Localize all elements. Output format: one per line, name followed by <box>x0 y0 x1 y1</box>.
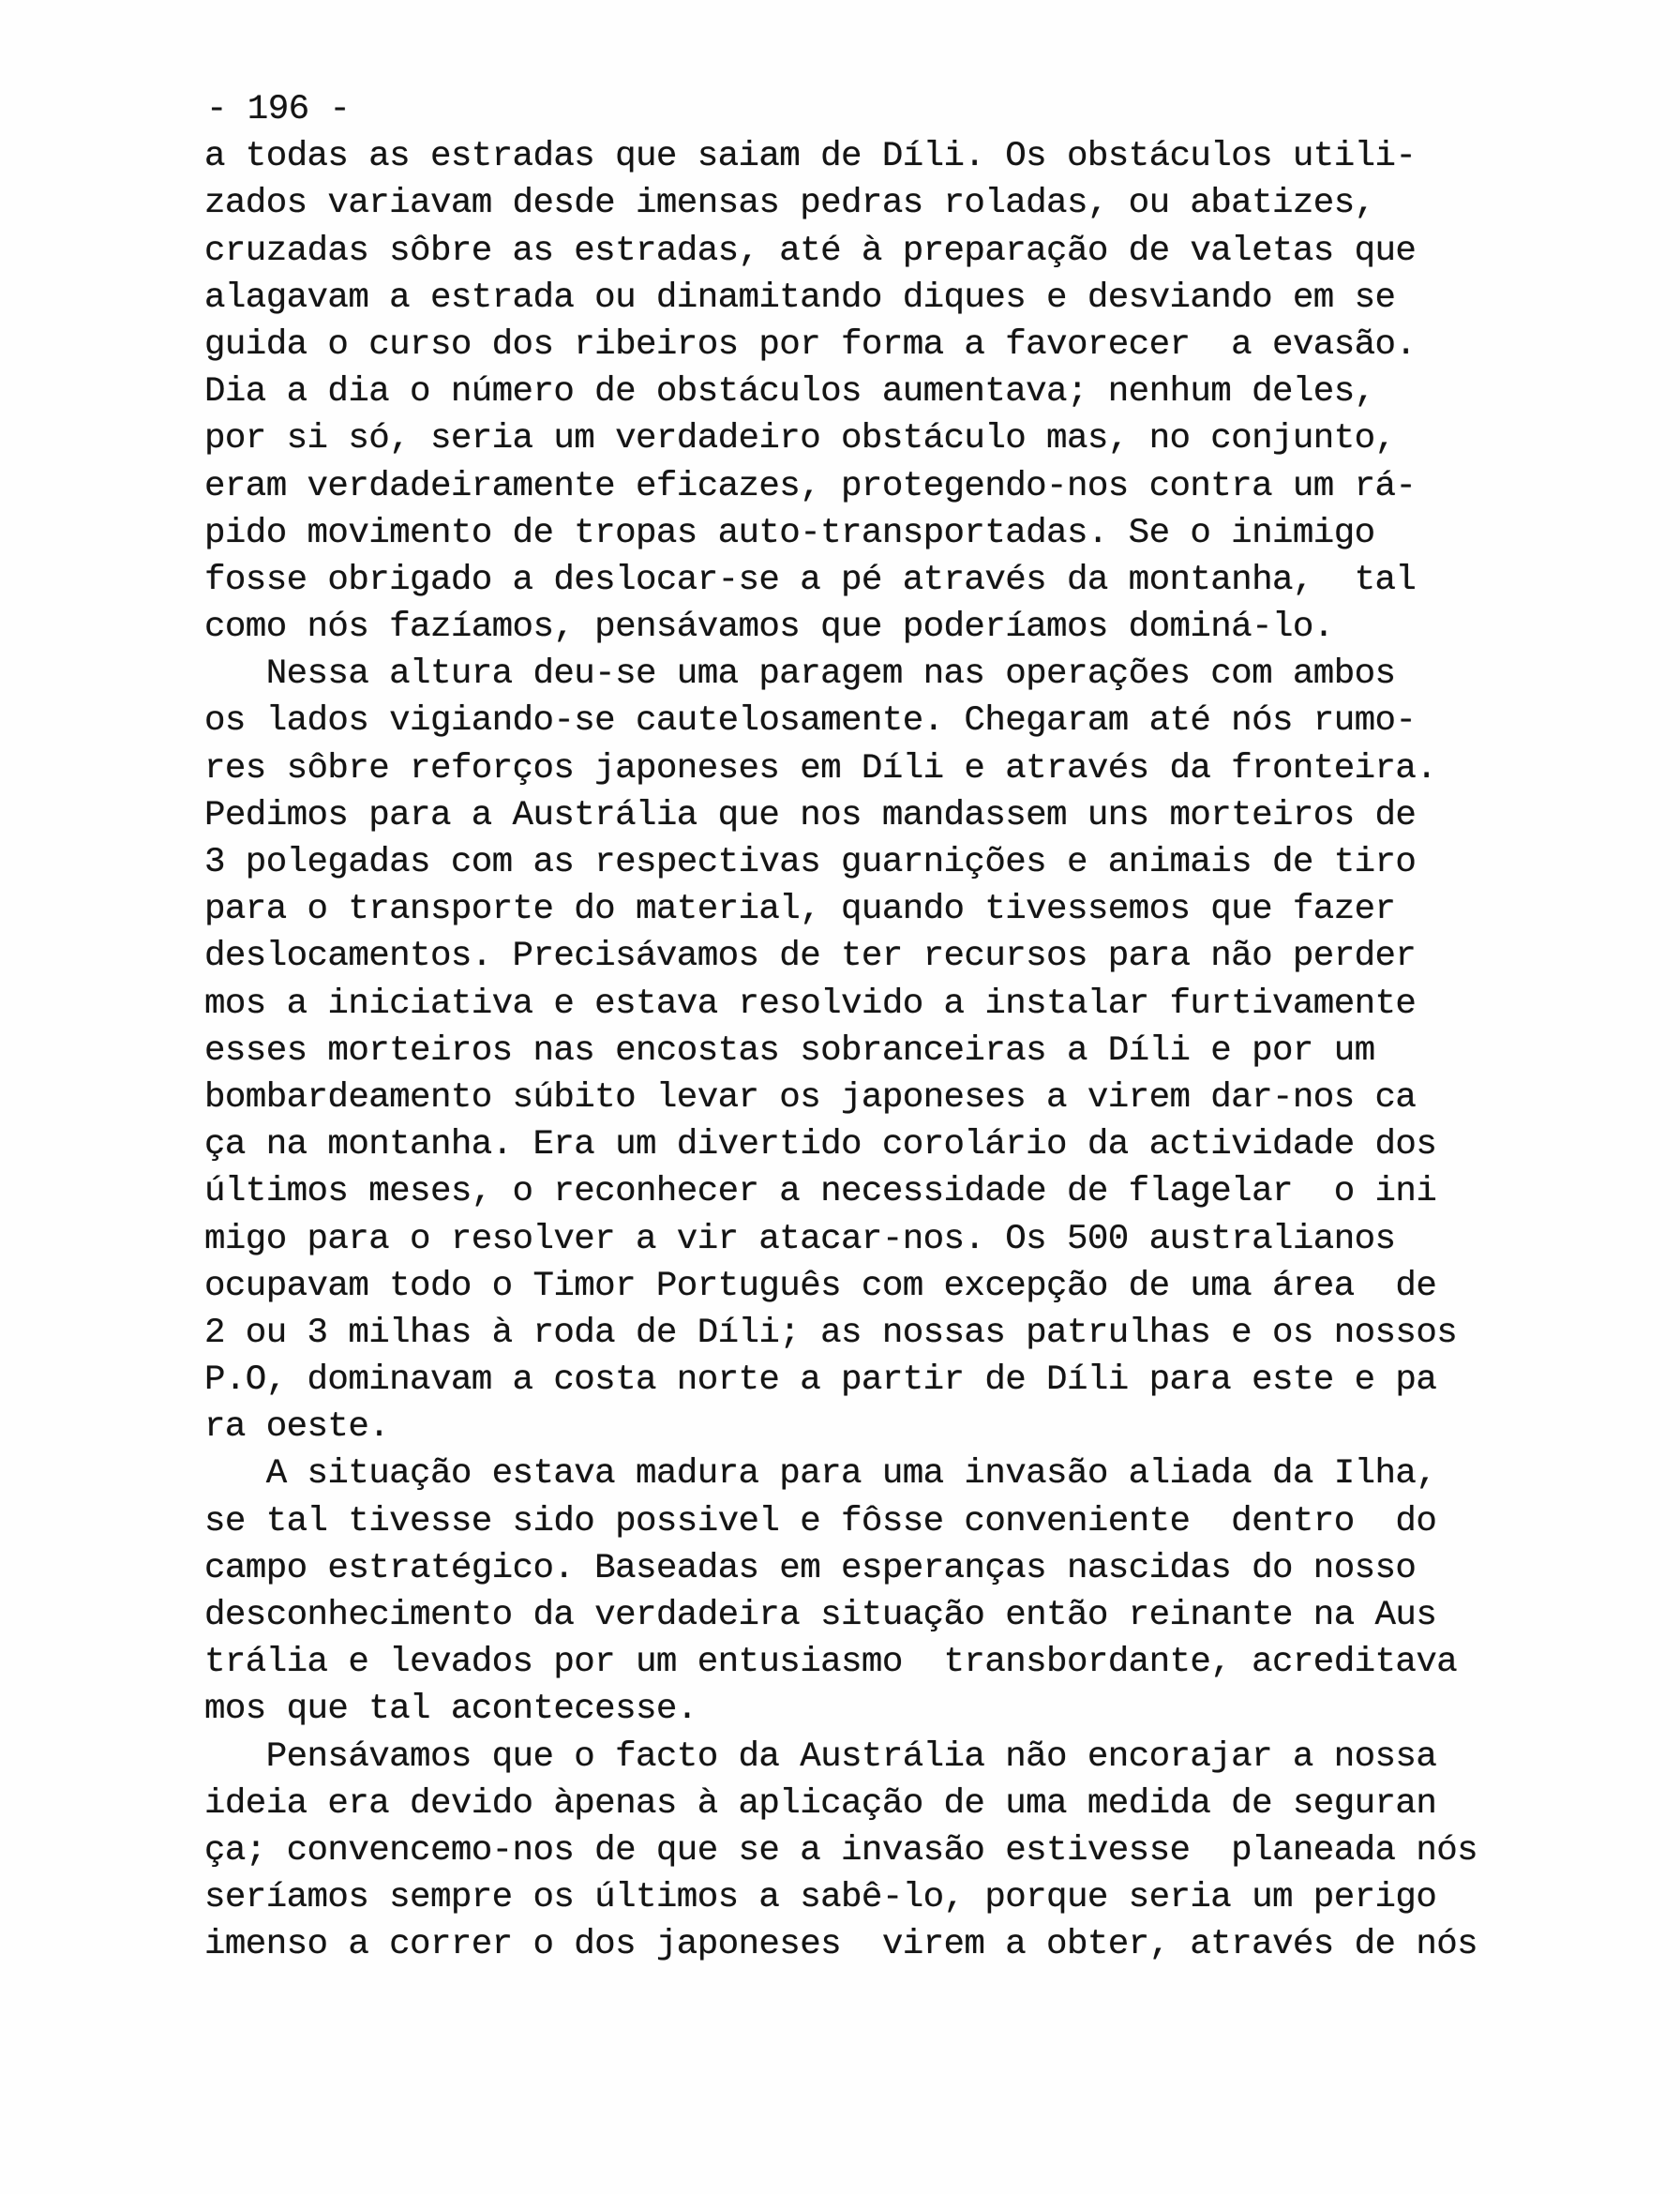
text-line: ocupavam todo o Timor Português com excepção de uma área de <box>204 1266 1437 1306</box>
text-line: migo para o resolver a vir atacar-nos. Os 500 australianos <box>204 1219 1396 1259</box>
text-line: bombardeamento súbito levar os japoneses a virem dar-nos ca <box>204 1077 1417 1118</box>
text-line: mos a iniciativa e estava resolvido a instalar furtivamente <box>204 984 1417 1024</box>
text-line: res sôbre reforços japoneses em Díli e através da fronteira. <box>204 748 1437 789</box>
text-line: se tal tivesse sido possivel e fôsse conveniente dentro do <box>204 1501 1437 1541</box>
text-line: 2 ou 3 milhas à roda de Díli; as nossas patrulhas e os nossos <box>204 1313 1458 1353</box>
text-line: como nós fazíamos, pensávamos que poderíamos dominá-lo. <box>204 608 1334 648</box>
text-line: Pedimos para a Austrália que nos mandassem uns morteiros de <box>204 795 1417 835</box>
text-line: últimos meses, o reconhecer a necessidade de flagelar o ini <box>204 1172 1437 1212</box>
text-line: A situação estava madura para uma invasão aliada da Ilha, <box>204 1454 1437 1495</box>
text-line: fosse obrigado a deslocar-se a pé através da montanha, tal <box>204 560 1417 600</box>
text-line: para o transporte do material, quando tivessemos que fazer <box>204 890 1396 930</box>
text-line: Nessa altura deu-se uma paragem nas operações com ambos <box>204 654 1396 695</box>
text-line: seríamos sempre os últimos a sabê-lo, porque seria um perigo <box>204 1878 1437 1918</box>
text-line: por si só, seria um verdadeiro obstáculo mas, no conjunto, <box>204 419 1396 459</box>
text-line: zados variavam desde imensas pedras roladas, ou abatizes, <box>204 184 1375 224</box>
text-line: eram verdadeiramente eficazes, protegendo-nos contra um rá- <box>204 466 1417 506</box>
text-line: os lados vigiando-se cautelosamente. Chegaram até nós rumo- <box>204 701 1417 742</box>
text-line: campo estratégico. Baseadas em esperanças nascidas do nosso <box>204 1548 1417 1588</box>
text-line: ideia era devido àpenas à aplicação de uma medida de seguran <box>204 1783 1437 1824</box>
text-line: ça; convencemo-nos de que se a invasão estivesse planeada nós <box>204 1830 1478 1871</box>
text-line: Dia a dia o número de obstáculos aumentava; nenhum deles, <box>204 372 1375 413</box>
text-line: imenso a correr o dos japoneses virem a obter, através de nós <box>204 1925 1478 1965</box>
text-line: guida o curso dos ribeiros por forma a favorecer a evasão. <box>204 324 1417 365</box>
text-line: deslocamentos. Precisávamos de ter recursos para não perder <box>204 937 1417 977</box>
text-line: mos que tal acontecesse. <box>204 1690 698 1730</box>
typewritten-text <box>204 86 1629 1969</box>
text-line: esses morteiros nas encostas sobranceiras a Díli e por um <box>204 1030 1375 1071</box>
text-line: Pensávamos que o facto da Austrália não encorajar a nossa <box>204 1736 1437 1777</box>
text-line: 3 polegadas com as respectivas guarnições e animais de tiro <box>204 843 1417 882</box>
text-line: trália e levados por um entusiasmo transbordante, acreditava <box>204 1643 1458 1683</box>
text-line: alagavam a estrada ou dinamitando diques e desviando em se <box>204 278 1396 318</box>
text-line: P.O, dominavam a costa norte a partir de Díli para este e pa <box>204 1360 1437 1401</box>
text-line: ra oeste. <box>204 1407 390 1448</box>
text-line: cruzadas sôbre as estradas, até à preparação de valetas que <box>204 231 1417 271</box>
text-line: pido movimento de tropas auto-transportadas. Se o inimigo <box>204 513 1375 553</box>
page-number: - 196 - <box>206 90 351 129</box>
text-body <box>204 133 1629 1968</box>
text-line: ça na montanha. Era um divertido corolário da actividade dos <box>204 1125 1437 1165</box>
text-line: a todas as estradas que saiam de Díli. Os obstáculos utili- <box>204 137 1417 177</box>
text-line: desconhecimento da verdadeira situação então reinante na Aus <box>204 1596 1437 1635</box>
